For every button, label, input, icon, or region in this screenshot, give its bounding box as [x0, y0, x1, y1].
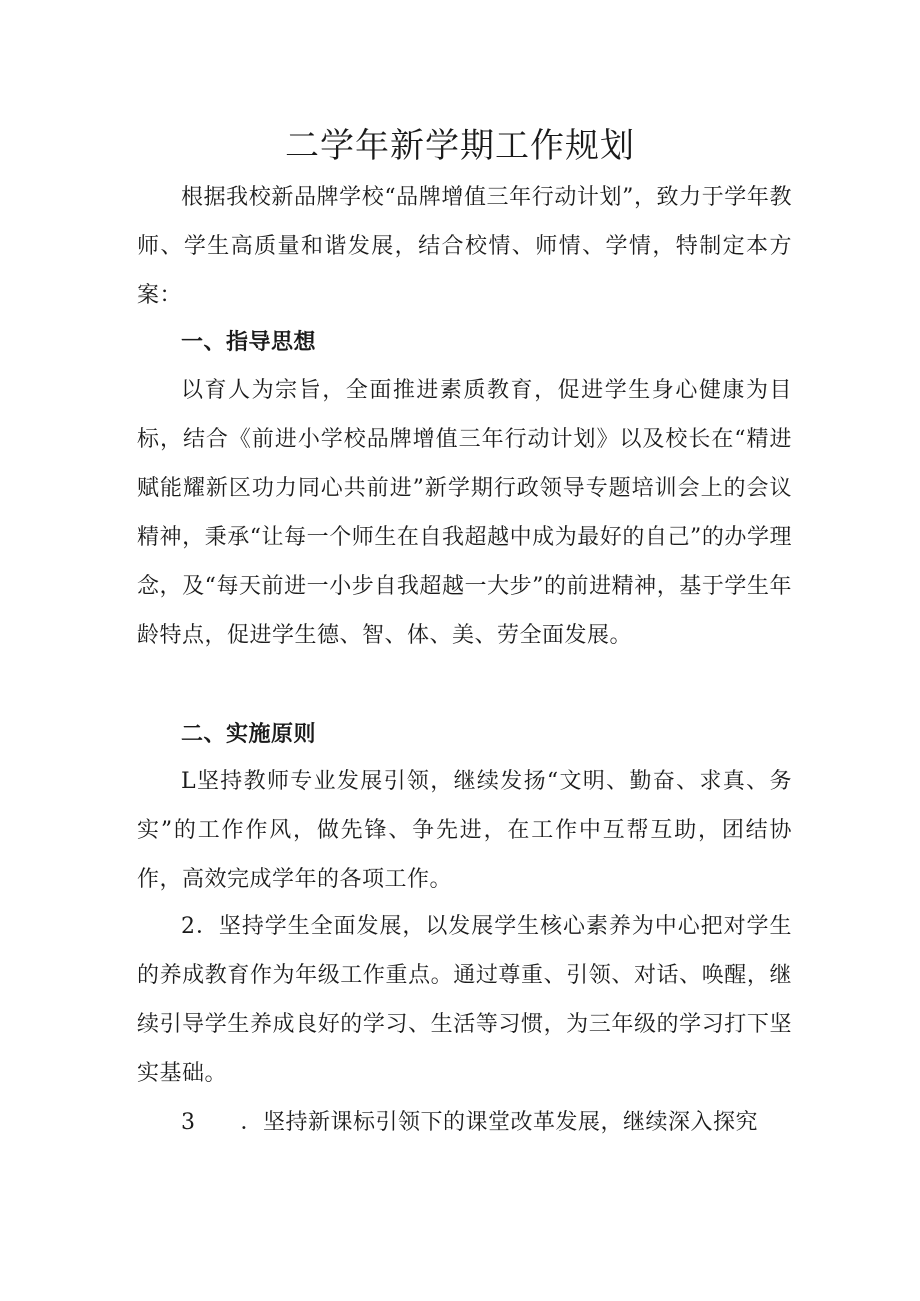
- section-heading-implementation-principles: 二、实施原则: [181, 722, 317, 747]
- guiding-ideology-paragraph: 以育人为宗旨，全面推进素质教育，促进学生身心健康为目标，结合《前进小学校品牌增值三年行动计划》以及校长在“精进赋能耀新区功力同心共前进”新学期行政领导专题培训会上的会议精神，秉承“让每一个师生在自我超越中成为最好的自己”的办学理念，及“每天前进一小步自我超越一大步”的前进精神，基于学生年龄特点，促进学生德、智、体、美、劳全面发展。: [137, 378, 792, 648]
- section-heading-guiding-ideology: 一、指导思想: [181, 330, 317, 355]
- intro-paragraph: 根据我校新品牌学校“品牌增值三年行动计划”，致力于学年教师、学生高质量和谐发展，结合校情、师情、学情，特制定本方案：: [137, 185, 792, 308]
- principle-paragraph-2: 2．坚持学生全面发展，以发展学生核心素养为中心把对学生的养成教育作为年级工作重点。通过尊重、引领、对话、唤醒，继续引导学生养成良好的学习、生活等习惯，为三年级的学习打下坚实基础。: [137, 914, 792, 1086]
- principle-paragraph-3: 3 ．坚持新课标引领下的课堂改革发展，继续深入探究: [181, 1110, 758, 1135]
- document-title: 二学年新学期工作规划: [285, 126, 635, 166]
- principle-paragraph-1: L坚持教师专业发展引领，继续发扬“文明、勤奋、求真、务实”的工作作风，做先锋、争先进，在工作中互帮互助，团结协作，高效完成学年的各项工作。: [137, 769, 792, 892]
